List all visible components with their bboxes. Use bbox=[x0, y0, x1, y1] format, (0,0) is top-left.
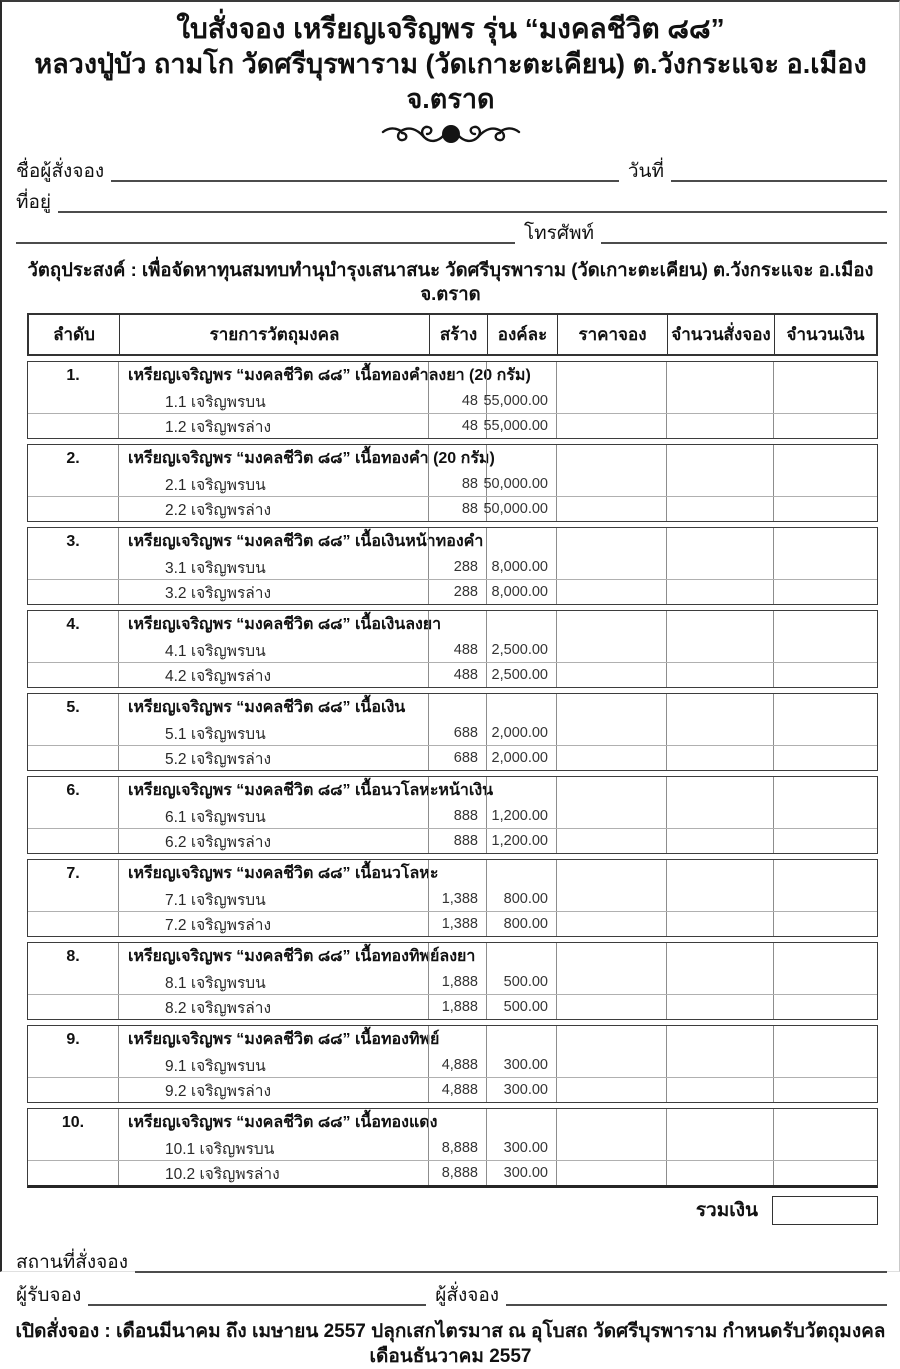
made-qty-cell: 488 bbox=[428, 638, 486, 662]
order-no-cell bbox=[28, 746, 118, 770]
address2-phone-row bbox=[16, 218, 887, 249]
order-no-cell bbox=[28, 389, 118, 413]
price-each-cell bbox=[486, 694, 556, 721]
table-row bbox=[28, 662, 877, 687]
item-group bbox=[27, 776, 878, 854]
order-no-cell: 8. bbox=[66, 947, 80, 965]
amount-cell bbox=[773, 694, 877, 721]
order-qty-cell bbox=[666, 860, 773, 887]
item-name-cell: 2.1 เจริญพรบน bbox=[118, 472, 428, 496]
table-body bbox=[27, 361, 878, 1188]
table-row bbox=[28, 413, 877, 438]
orderer-info-section bbox=[16, 156, 887, 249]
booking-price-cell bbox=[556, 1078, 666, 1102]
amount-cell bbox=[773, 580, 877, 604]
booking-price-cell bbox=[556, 829, 666, 853]
column-header-made: สร้าง bbox=[429, 315, 487, 354]
order-qty-cell bbox=[666, 611, 773, 638]
table-row bbox=[28, 804, 877, 828]
booking-price-cell bbox=[556, 472, 666, 496]
price-each-cell bbox=[486, 528, 556, 555]
made-qty-cell: 1,388 bbox=[428, 912, 486, 936]
booking-price-cell bbox=[556, 555, 666, 579]
order-qty-cell bbox=[666, 580, 773, 604]
order-qty-cell bbox=[666, 829, 773, 853]
price-each-cell: 300.00 bbox=[486, 1161, 556, 1185]
order-qty-cell bbox=[666, 1026, 773, 1053]
table-row bbox=[28, 579, 877, 604]
item-name-cell: เหรียญเจริญพร “มงคลชีวิต ๘๘” เนื้อนวโลหะ bbox=[118, 860, 428, 887]
price-each-cell: 300.00 bbox=[486, 1136, 556, 1160]
price-each-cell: 8,000.00 bbox=[486, 580, 556, 604]
price-each-cell bbox=[486, 777, 556, 804]
order-qty-cell bbox=[666, 1078, 773, 1102]
table-row bbox=[28, 887, 877, 911]
item-name-cell: 7.1 เจริญพรบน bbox=[118, 887, 428, 911]
booking-price-cell bbox=[556, 943, 666, 970]
order-table bbox=[27, 313, 878, 1225]
made-qty-cell: 4,888 bbox=[428, 1078, 486, 1102]
price-each-cell: 500.00 bbox=[486, 970, 556, 994]
item-group bbox=[27, 610, 878, 688]
table-row bbox=[28, 445, 877, 472]
item-name-cell: 4.2 เจริญพรล่าง bbox=[118, 663, 428, 687]
item-name-cell: 1.2 เจริญพรล่าง bbox=[118, 414, 428, 438]
column-header-no: ลำดับ bbox=[53, 325, 95, 344]
price-each-cell: 2,000.00 bbox=[486, 721, 556, 745]
order-qty-cell bbox=[666, 804, 773, 828]
item-name-cell: 3.2 เจริญพรล่าง bbox=[118, 580, 428, 604]
price-each-cell: 2,500.00 bbox=[486, 638, 556, 662]
order-no-cell bbox=[28, 1161, 118, 1185]
order-qty-cell bbox=[666, 389, 773, 413]
item-name-cell: เหรียญเจริญพร “มงคลชีวิต ๘๘” เนื้อทองคำ (20 กรัม) bbox=[118, 445, 428, 472]
purpose-statement: วัตถุประสงค์ : เพื่อจัดหาทุนสมทบทำนุบำรุงเสนาสนะ วัดศรีบุรพาราม (วัดเกาะตะเคียน) ต.วังกระแจะ อ.เมือง จ.ตราด bbox=[27, 259, 874, 304]
table-row bbox=[28, 496, 877, 521]
item-group bbox=[27, 444, 878, 522]
booking-price-cell bbox=[556, 995, 666, 1019]
price-each-cell: 55,000.00 bbox=[486, 389, 556, 413]
orderer-name-field bbox=[111, 180, 619, 182]
order-qty-cell bbox=[666, 777, 773, 804]
item-name-cell: 6.2 เจริญพรล่าง bbox=[118, 829, 428, 853]
order-place-row bbox=[16, 1245, 887, 1278]
price-each-cell: 800.00 bbox=[486, 912, 556, 936]
address-field-line2 bbox=[16, 242, 515, 244]
name-date-row bbox=[16, 156, 887, 187]
amount-cell bbox=[773, 1109, 877, 1136]
price-each-cell bbox=[486, 445, 556, 472]
booking-price-cell bbox=[556, 445, 666, 472]
table-row bbox=[28, 1160, 877, 1185]
table-row bbox=[28, 828, 877, 853]
document-title: ใบสั่งจอง เหรียญเจริญพร รุ่น “มงคลชีวิต ๘๘” bbox=[176, 13, 725, 44]
price-each-cell bbox=[486, 611, 556, 638]
booking-price-cell bbox=[556, 1136, 666, 1160]
booking-price-cell bbox=[556, 694, 666, 721]
amount-cell bbox=[773, 528, 877, 555]
amount-cell bbox=[773, 970, 877, 994]
order-no-cell bbox=[28, 497, 118, 521]
item-name-cell: 4.1 เจริญพรบน bbox=[118, 638, 428, 662]
order-qty-cell bbox=[666, 912, 773, 936]
table-row bbox=[28, 721, 877, 745]
made-qty-cell: 288 bbox=[428, 555, 486, 579]
price-each-cell: 500.00 bbox=[486, 995, 556, 1019]
price-each-cell bbox=[486, 1109, 556, 1136]
amount-cell bbox=[773, 943, 877, 970]
booking-period-note: เปิดสั่งจอง : เดือนมีนาคม ถึง เมษายน 2557 ปลุกเสกไตรมาส ณ อุโบสถ วัดศรีบุรพาราม กำหนดรับวัตถุมงคล เดือนธันวาคม 2557 bbox=[15, 1321, 886, 1367]
made-qty-cell bbox=[428, 1109, 486, 1136]
made-qty-cell: 48 bbox=[428, 389, 486, 413]
price-each-cell: 800.00 bbox=[486, 887, 556, 911]
floral-scroll-divider-icon bbox=[2, 118, 899, 152]
order-no-cell: 3. bbox=[66, 532, 80, 550]
price-each-cell: 300.00 bbox=[486, 1053, 556, 1077]
amount-cell bbox=[773, 777, 877, 804]
price-each-cell: 300.00 bbox=[486, 1078, 556, 1102]
order-no-cell: 9. bbox=[66, 1030, 80, 1048]
amount-cell bbox=[773, 638, 877, 662]
grand-total-row bbox=[27, 1195, 878, 1225]
item-name-cell: 9.2 เจริญพรล่าง bbox=[118, 1078, 428, 1102]
made-qty-cell: 888 bbox=[428, 829, 486, 853]
order-qty-cell bbox=[666, 663, 773, 687]
item-name-cell: เหรียญเจริญพร “มงคลชีวิต ๘๘” เนื้อเงินหน้าทองคำ bbox=[118, 528, 428, 555]
column-header-item: รายการวัตถุมงคล bbox=[119, 315, 429, 354]
order-qty-cell bbox=[666, 887, 773, 911]
document-subtitle: หลวงปู่บัว ถามโก วัดศรีบุรพาราม (วัดเกาะตะเคียน) ต.วังกระแจะ อ.เมือง จ.ตราด bbox=[34, 49, 867, 114]
made-qty-cell: 48 bbox=[428, 414, 486, 438]
price-each-cell: 1,200.00 bbox=[486, 829, 556, 853]
order-qty-cell bbox=[666, 445, 773, 472]
document-header bbox=[2, 2, 899, 152]
date-label: วันที่ bbox=[627, 161, 664, 182]
order-no-cell: 2. bbox=[66, 449, 80, 467]
made-qty-cell: 4,888 bbox=[428, 1053, 486, 1077]
amount-cell bbox=[773, 721, 877, 745]
column-header-booking-price: ราคาจอง bbox=[557, 315, 667, 354]
item-name-cell: เหรียญเจริญพร “มงคลชีวิต ๘๘” เนื้อทองแดง bbox=[118, 1109, 428, 1136]
item-name-cell: 10.2 เจริญพรล่าง bbox=[118, 1161, 428, 1185]
order-no-cell bbox=[28, 580, 118, 604]
made-qty-cell bbox=[428, 445, 486, 472]
order-qty-cell bbox=[666, 1161, 773, 1185]
made-qty-cell bbox=[428, 860, 486, 887]
table-row bbox=[28, 1026, 877, 1053]
order-no-cell bbox=[28, 638, 118, 662]
made-qty-cell: 8,888 bbox=[428, 1136, 486, 1160]
order-no-cell: 1. bbox=[66, 366, 80, 384]
item-name-cell: เหรียญเจริญพร “มงคลชีวิต ๘๘” เนื้อนวโลหะหน้าเงิน bbox=[118, 777, 428, 804]
table-row bbox=[28, 994, 877, 1019]
amount-cell bbox=[773, 746, 877, 770]
item-name-cell: 5.1 เจริญพรบน bbox=[118, 721, 428, 745]
order-qty-cell bbox=[666, 1053, 773, 1077]
order-no-cell bbox=[28, 472, 118, 496]
booking-price-cell bbox=[556, 777, 666, 804]
amount-cell bbox=[773, 1078, 877, 1102]
booking-price-cell bbox=[556, 362, 666, 389]
item-name-cell: เหรียญเจริญพร “มงคลชีวิต ๘๘” เนื้อทองทิพย์ลงยา bbox=[118, 943, 428, 970]
booking-price-cell bbox=[556, 497, 666, 521]
made-qty-cell: 88 bbox=[428, 472, 486, 496]
orderer-sign-label: ผู้สั่งจอง bbox=[435, 1285, 500, 1306]
booking-price-cell bbox=[556, 638, 666, 662]
column-header-price-each: องค์ละ bbox=[487, 315, 557, 354]
made-qty-cell: 1,888 bbox=[428, 970, 486, 994]
booking-price-cell bbox=[556, 1161, 666, 1185]
order-qty-cell bbox=[666, 970, 773, 994]
order-qty-cell bbox=[666, 472, 773, 496]
table-row bbox=[28, 1053, 877, 1077]
made-qty-cell bbox=[428, 943, 486, 970]
item-name-cell: 7.2 เจริญพรล่าง bbox=[118, 912, 428, 936]
amount-cell bbox=[773, 1136, 877, 1160]
amount-cell bbox=[773, 389, 877, 413]
order-qty-cell bbox=[666, 721, 773, 745]
item-name-cell: 8.1 เจริญพรบน bbox=[118, 970, 428, 994]
booking-price-cell bbox=[556, 1026, 666, 1053]
order-qty-cell bbox=[666, 362, 773, 389]
booking-price-cell bbox=[556, 528, 666, 555]
price-each-cell: 1,200.00 bbox=[486, 804, 556, 828]
table-row bbox=[28, 943, 877, 970]
order-no-cell bbox=[28, 995, 118, 1019]
table-row bbox=[28, 1077, 877, 1102]
item-name-cell: 6.1 เจริญพรบน bbox=[118, 804, 428, 828]
order-no-cell bbox=[28, 555, 118, 579]
table-row bbox=[28, 777, 877, 804]
table-row bbox=[28, 1136, 877, 1160]
table-header-row bbox=[27, 313, 878, 356]
item-name-cell: 8.2 เจริญพรล่าง bbox=[118, 995, 428, 1019]
order-no-cell: 6. bbox=[66, 781, 80, 799]
item-name-cell: 3.1 เจริญพรบน bbox=[118, 555, 428, 579]
amount-cell bbox=[773, 995, 877, 1019]
amount-cell bbox=[773, 611, 877, 638]
order-qty-cell bbox=[666, 414, 773, 438]
orderer-name-label: ชื่อผู้สั่งจอง bbox=[16, 161, 105, 182]
table-row bbox=[28, 860, 877, 887]
made-qty-cell: 8,888 bbox=[428, 1161, 486, 1185]
table-row bbox=[28, 362, 877, 389]
booking-price-cell bbox=[556, 887, 666, 911]
order-no-cell bbox=[28, 1078, 118, 1102]
item-name-cell: 5.2 เจริญพรล่าง bbox=[118, 746, 428, 770]
address-field bbox=[58, 211, 887, 213]
order-no-cell: 5. bbox=[66, 698, 80, 716]
table-row bbox=[28, 555, 877, 579]
table-row bbox=[28, 970, 877, 994]
order-place-field bbox=[135, 1271, 887, 1273]
table-row bbox=[28, 911, 877, 936]
made-qty-cell: 288 bbox=[428, 580, 486, 604]
booking-price-cell bbox=[556, 746, 666, 770]
address-row bbox=[16, 187, 887, 218]
item-name-cell: เหรียญเจริญพร “มงคลชีวิต ๘๘” เนื้อเงิน bbox=[118, 694, 428, 721]
table-row bbox=[28, 638, 877, 662]
receiver-orderer-row bbox=[16, 1278, 887, 1311]
price-each-cell: 2,500.00 bbox=[486, 663, 556, 687]
item-name-cell: เหรียญเจริญพร “มงคลชีวิต ๘๘” เนื้อทองทิพย์ bbox=[118, 1026, 428, 1053]
amount-cell bbox=[773, 1161, 877, 1185]
item-name-cell: 10.1 เจริญพรบน bbox=[118, 1136, 428, 1160]
price-each-cell: 50,000.00 bbox=[486, 472, 556, 496]
order-qty-cell bbox=[666, 528, 773, 555]
order-qty-cell bbox=[666, 1136, 773, 1160]
column-header-order-qty: จำนวนสั่งจอง bbox=[667, 315, 774, 354]
booking-price-cell bbox=[556, 389, 666, 413]
amount-cell bbox=[773, 1026, 877, 1053]
order-no-cell: 7. bbox=[66, 864, 80, 882]
table-row bbox=[28, 528, 877, 555]
made-qty-cell: 88 bbox=[428, 497, 486, 521]
order-no-cell bbox=[28, 912, 118, 936]
price-each-cell bbox=[486, 362, 556, 389]
table-row bbox=[28, 745, 877, 770]
made-qty-cell bbox=[428, 694, 486, 721]
item-group bbox=[27, 859, 878, 937]
order-qty-cell bbox=[666, 555, 773, 579]
booking-price-cell bbox=[556, 912, 666, 936]
price-each-cell: 2,000.00 bbox=[486, 746, 556, 770]
item-name-cell: เหรียญเจริญพร “มงคลชีวิต ๘๘” เนื้อทองคำลงยา (20 กรัม) bbox=[118, 362, 428, 389]
amount-cell bbox=[773, 663, 877, 687]
booking-price-cell bbox=[556, 580, 666, 604]
price-each-cell: 50,000.00 bbox=[486, 497, 556, 521]
booking-price-cell bbox=[556, 663, 666, 687]
order-no-cell bbox=[28, 804, 118, 828]
total-label: รวมเงิน bbox=[695, 1200, 758, 1221]
order-no-cell bbox=[28, 1053, 118, 1077]
item-group bbox=[27, 527, 878, 605]
made-qty-cell bbox=[428, 611, 486, 638]
address-label: ที่อยู่ bbox=[16, 192, 52, 213]
item-name-cell: 9.1 เจริญพรบน bbox=[118, 1053, 428, 1077]
total-amount-box bbox=[772, 1196, 878, 1225]
order-qty-cell bbox=[666, 746, 773, 770]
amount-cell bbox=[773, 472, 877, 496]
booking-price-cell bbox=[556, 860, 666, 887]
made-qty-cell: 1,388 bbox=[428, 887, 486, 911]
phone-label: โทรศัพท์ bbox=[523, 223, 594, 244]
booking-price-cell bbox=[556, 414, 666, 438]
order-no-cell: 4. bbox=[66, 615, 80, 633]
price-each-cell: 8,000.00 bbox=[486, 555, 556, 579]
amount-cell bbox=[773, 497, 877, 521]
amount-cell bbox=[773, 414, 877, 438]
order-no-cell bbox=[28, 970, 118, 994]
order-no-cell bbox=[28, 1136, 118, 1160]
item-group bbox=[27, 942, 878, 1020]
item-group bbox=[27, 361, 878, 439]
amount-cell bbox=[773, 555, 877, 579]
amount-cell bbox=[773, 829, 877, 853]
made-qty-cell: 488 bbox=[428, 663, 486, 687]
booking-price-cell bbox=[556, 804, 666, 828]
order-no-cell bbox=[28, 721, 118, 745]
receiver-label: ผู้รับจอง bbox=[16, 1285, 82, 1306]
made-qty-cell bbox=[428, 1026, 486, 1053]
booking-price-cell bbox=[556, 1053, 666, 1077]
made-qty-cell: 888 bbox=[428, 804, 486, 828]
order-qty-cell bbox=[666, 995, 773, 1019]
made-qty-cell: 688 bbox=[428, 721, 486, 745]
item-group bbox=[27, 693, 878, 771]
made-qty-cell bbox=[428, 528, 486, 555]
booking-price-cell bbox=[556, 970, 666, 994]
made-qty-cell bbox=[428, 362, 486, 389]
item-name-cell: 2.2 เจริญพรล่าง bbox=[118, 497, 428, 521]
signature-section bbox=[16, 1245, 887, 1311]
price-each-cell bbox=[486, 1026, 556, 1053]
order-place-label: สถานที่สั่งจอง bbox=[16, 1252, 128, 1273]
item-name-cell: 1.1 เจริญพรบน bbox=[118, 389, 428, 413]
made-qty-cell: 1,888 bbox=[428, 995, 486, 1019]
amount-cell bbox=[773, 445, 877, 472]
amount-cell bbox=[773, 362, 877, 389]
order-qty-cell bbox=[666, 694, 773, 721]
amount-cell bbox=[773, 1053, 877, 1077]
table-row bbox=[28, 611, 877, 638]
price-each-cell: 55,000.00 bbox=[486, 414, 556, 438]
order-qty-cell bbox=[666, 1109, 773, 1136]
item-group bbox=[27, 1108, 878, 1188]
booking-price-cell bbox=[556, 611, 666, 638]
made-qty-cell bbox=[428, 777, 486, 804]
table-row bbox=[28, 389, 877, 413]
order-no-cell bbox=[28, 414, 118, 438]
booking-price-cell bbox=[556, 1109, 666, 1136]
receiver-field bbox=[88, 1304, 426, 1306]
amount-cell bbox=[773, 804, 877, 828]
order-qty-cell bbox=[666, 497, 773, 521]
item-group bbox=[27, 1025, 878, 1103]
table-row bbox=[28, 1109, 877, 1136]
table-row bbox=[28, 472, 877, 496]
date-field bbox=[671, 180, 887, 182]
phone-field bbox=[601, 242, 887, 244]
order-qty-cell bbox=[666, 943, 773, 970]
price-each-cell bbox=[486, 943, 556, 970]
orderer-sign-field bbox=[506, 1304, 887, 1306]
column-header-amount: จำนวนเงิน bbox=[774, 315, 876, 354]
amount-cell bbox=[773, 860, 877, 887]
order-no-cell bbox=[28, 829, 118, 853]
table-row bbox=[28, 694, 877, 721]
amount-cell bbox=[773, 912, 877, 936]
order-no-cell bbox=[28, 663, 118, 687]
amount-cell bbox=[773, 887, 877, 911]
item-name-cell: เหรียญเจริญพร “มงคลชีวิต ๘๘” เนื้อเงินลงยา bbox=[118, 611, 428, 638]
order-qty-cell bbox=[666, 638, 773, 662]
price-each-cell bbox=[486, 860, 556, 887]
order-no-cell: 10. bbox=[61, 1113, 85, 1131]
order-no-cell bbox=[28, 887, 118, 911]
booking-price-cell bbox=[556, 721, 666, 745]
made-qty-cell: 688 bbox=[428, 746, 486, 770]
